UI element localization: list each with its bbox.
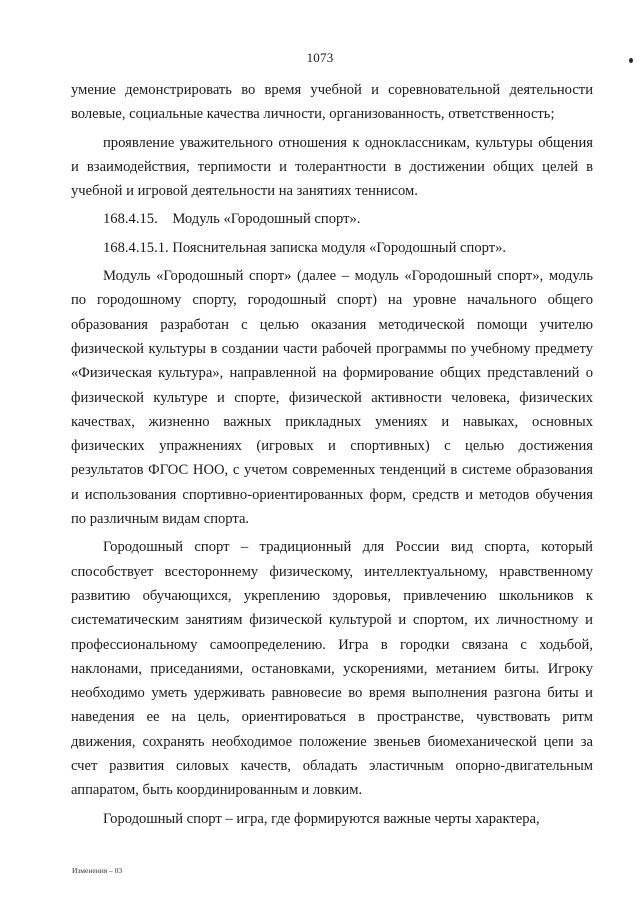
section-heading-168-4-15: 168.4.15. Модуль «Городошный спорт». (103, 211, 361, 228)
paragraph-gorodki-game: Городошный спорт – игра, где формируются важные черты характера, (103, 810, 540, 827)
paragraph-gorodki-sport: Городошный спорт – традиционный для России вид спорта, который способствует всестороннему физическому, интеллектуальному, нравственному развитию обучающихся, укреплению здоровья, привлечению школьников к систематическим занятиям физической культурой и спортом, их личностному и профессиональному самоопределению. Игра в городки связана с ходьбой, наклонами, приседаниями, остановками, ускорениями, метанием биты. Игроку необходимо уметь удерживать равновесие во время выполнения разгона биты и наведения ее на цель, ориентироваться в пространстве, чувствовать ритм движения, сохранять необходимое положение звеньев биомеханической цепи за счет развития силовых качеств, обладать эластичным опорно-двигательным аппаратом, быть координированным и ловким. (71, 539, 593, 799)
paragraph-module-description: Модуль «Городошный спорт» (далее – модуль «Городошный спорт», модуль по городошному спорту, городошный спорт) на уровне начального общего образования разработан с целью оказания методической помощи учителю физической культуры в создании части рабочей программы по учебному предмету «Физическая культура», направленной на формирование общих представлений о физической культуре и спорте, физической активности человека, физических качествах, жизненно важных прикладных умениях и навыках, основных физических упражнениях (игровых и спортивных) с целью достижения результатов ФГОС НОО, с учетом современных тенденций в системе образования и использования спортивно-ориентированных форм, средств и методов обучения по различным видам спорта. (71, 268, 593, 528)
scan-speck (629, 58, 633, 63)
paragraph-1: умение демонстрировать во время учебной и соревновательной деятельности волевые, социальные качества личности, организованность, ответственность; (71, 82, 593, 123)
footer-revision: Изменения – 03 (72, 866, 123, 875)
section-heading-168-4-15-1: 168.4.15.1. Пояснительная записка модуля «Городошный спорт». (103, 239, 507, 256)
body-text (71, 78, 593, 831)
paragraph-2: проявление уважительного отношения к одноклассникам, культуры общения и взаимодействия, терпимости и толерантности в достижении общих целей в учебной и игровой деятельности на занятиях теннисом. (71, 134, 593, 200)
page-number: 1073 (306, 50, 334, 65)
